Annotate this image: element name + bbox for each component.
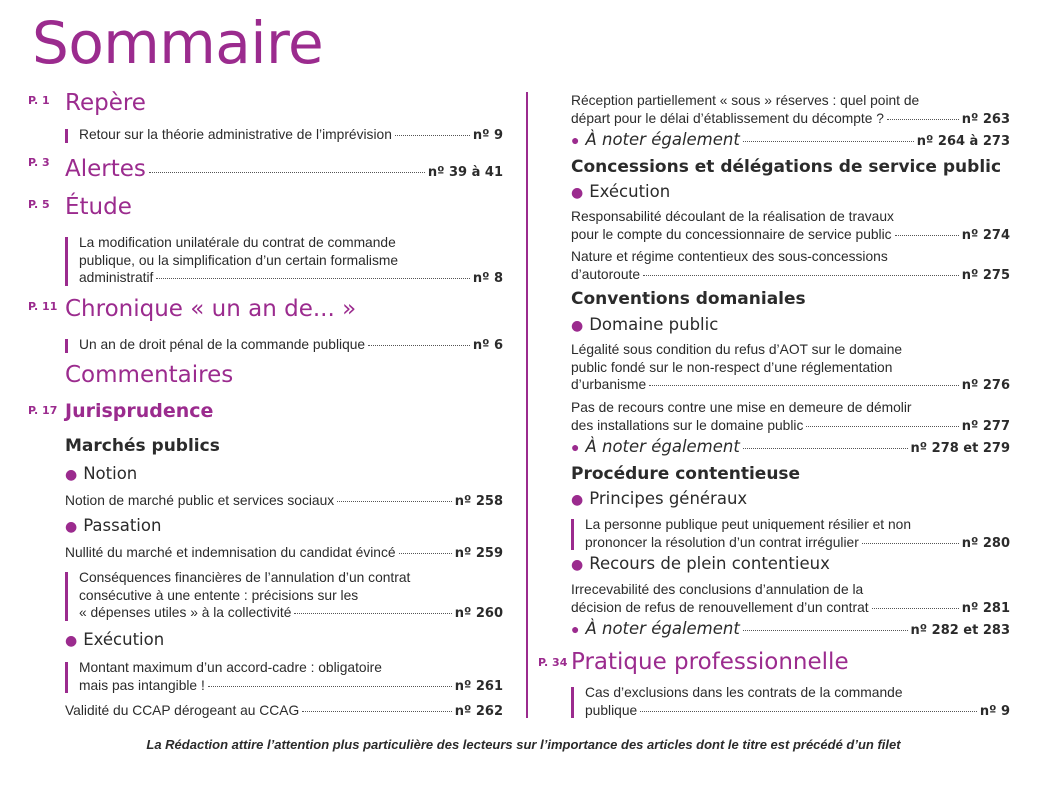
toc-entry[interactable]: La personne publique peut uniquement résilier et non prononcer la résolution d’un contrat irrégulier nº 280: [571, 516, 1010, 552]
bullet-icon: ●: [571, 132, 580, 148]
bullet-icon: ●: [65, 519, 78, 535]
toc-entry[interactable]: Pas de recours contre une mise en demeure de démolir des installations sur le domaine public nº 277: [571, 400, 1010, 434]
toc-entry[interactable]: Irrecevabilité des conclusions d’annulation de la décision de refus de renouvellement d’un contrat nº 281: [571, 582, 1010, 616]
toc-entry[interactable]: Notion de marché public et services sociaux nº 258: [65, 493, 503, 509]
page-title: Sommaire: [32, 9, 324, 77]
category-heading: ● Recours de plein contentieux: [571, 554, 830, 573]
bullet-icon: ●: [571, 318, 584, 334]
section-heading-repere[interactable]: Repère: [65, 90, 146, 116]
page-number: P. 34: [538, 656, 568, 669]
page-number: P. 17: [28, 404, 58, 417]
page-number: P. 5: [28, 198, 50, 211]
section-heading-jurisprudence[interactable]: Jurisprudence: [65, 400, 214, 422]
category-heading: ● Passation: [65, 516, 162, 535]
category-heading: ● Principes généraux: [571, 489, 748, 508]
bullet-icon: ●: [571, 621, 580, 637]
page-number: P. 3: [28, 156, 50, 169]
toc-entry[interactable]: Légalité sous condition du refus d’AOT sur le domaine public fondé sur le non-respect d’une réglementation d’urbanisme nº 276: [571, 342, 1010, 393]
footer-note: La Rédaction attire l’attention plus particulière des lecteurs sur l’importance des articles dont le titre est précédé d’un filet: [146, 737, 901, 752]
subsection-heading: Procédure contentieuse: [571, 464, 801, 484]
subsection-heading: Conventions domaniales: [571, 289, 806, 309]
note-entry[interactable]: ● À noter également nº 282 et 283: [571, 619, 1010, 638]
note-entry[interactable]: ● À noter également nº 278 et 279: [571, 437, 1010, 456]
page-number: P. 1: [28, 94, 50, 107]
section-heading-chronique[interactable]: Chronique « un an de... »: [65, 296, 357, 322]
bullet-icon: ●: [571, 185, 584, 201]
toc-entry[interactable]: Conséquences financières de l’annulation d’un contrat consécutive à une entente : précisions sur les « dépenses utiles » à la collectivité nº 260: [65, 569, 503, 623]
column-divider: [526, 92, 528, 718]
toc-entry[interactable]: La modification unilatérale du contrat de commande publique, ou la simplification d’un certain formalisme administratif nº 8: [65, 234, 503, 288]
category-heading: ● Exécution: [571, 182, 671, 201]
category-heading: ● Notion: [65, 464, 138, 483]
bullet-icon: ●: [571, 557, 584, 573]
section-heading-etude[interactable]: Étude: [65, 194, 132, 220]
bullet-icon: ●: [65, 467, 78, 483]
page-number: P. 11: [28, 300, 58, 313]
toc-entry[interactable]: Responsabilité découlant de la réalisation de travaux pour le compte du concessionnaire de service public nº 274: [571, 209, 1010, 243]
bullet-icon: ●: [571, 492, 584, 508]
toc-entry[interactable]: Retour sur la théorie administrative de l’imprévision nº 9: [65, 126, 503, 145]
toc-entry[interactable]: Cas d’exclusions dans les contrats de la commande publique nº 9: [571, 684, 1010, 720]
category-heading: ● Exécution: [65, 630, 165, 649]
toc-entry[interactable]: Nature et régime contentieux des sous-concessions d’autoroute nº 275: [571, 249, 1010, 283]
toc-entry[interactable]: Réception partiellement « sous » réserves : quel point de départ pour le délai d’établissement du décompte ? nº 263: [571, 93, 1010, 127]
toc-entry[interactable]: Montant maximum d’un accord-cadre : obligatoire mais pas intangible ! nº 261: [65, 659, 503, 695]
note-entry[interactable]: ● À noter également nº 264 à 273: [571, 130, 1010, 149]
toc-entry[interactable]: Nullité du marché et indemnisation du candidat évincé nº 259: [65, 545, 503, 561]
toc-entry-alertes[interactable]: Alertes nº 39 à 41: [65, 156, 503, 182]
subsection-heading: Marchés publics: [65, 436, 220, 456]
toc-entry[interactable]: Validité du CCAP dérogeant au CCAG nº 262: [65, 703, 503, 719]
subsection-heading: Concessions et délégations de service public: [571, 157, 1002, 177]
bullet-icon: ●: [65, 633, 78, 649]
category-heading: ● Domaine public: [571, 315, 719, 334]
toc-entry[interactable]: Un an de droit pénal de la commande publique nº 6: [65, 336, 503, 355]
section-heading-commentaires[interactable]: Commentaires: [65, 362, 234, 388]
bullet-icon: ●: [571, 439, 580, 455]
section-heading-pratique[interactable]: Pratique professionnelle: [571, 649, 849, 675]
